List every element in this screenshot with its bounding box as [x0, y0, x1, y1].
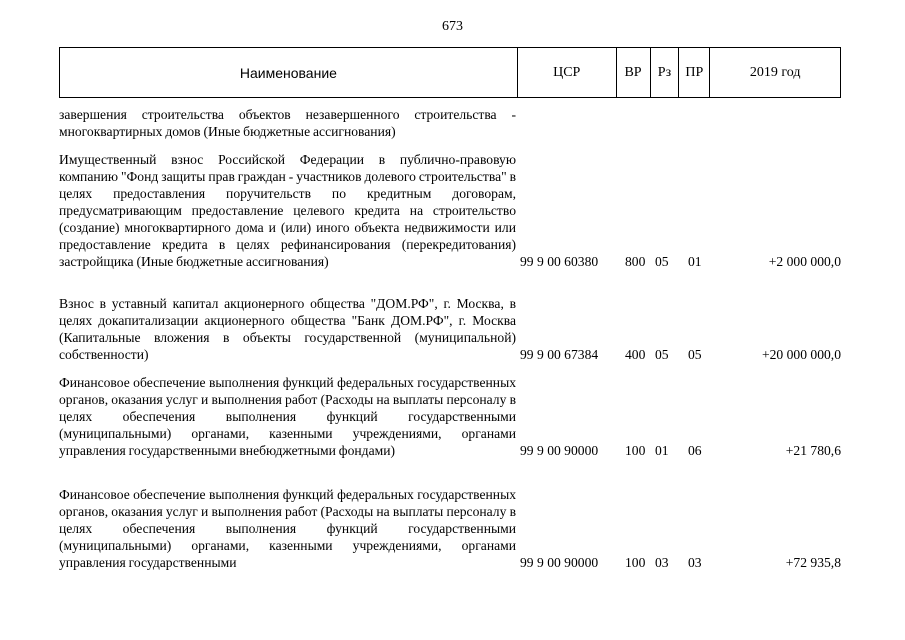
header-year: 2019 год: [709, 48, 840, 97]
row-pr: 03: [688, 555, 702, 570]
row-vr: 100: [625, 443, 646, 458]
row-rz: 05: [655, 347, 669, 362]
row-rz: 03: [655, 555, 669, 570]
row-rz: 05: [655, 254, 669, 269]
row-amount: +72 935,8: [785, 555, 841, 570]
row-pr: 05: [688, 347, 702, 362]
row-amount: +2 000 000,0: [768, 254, 841, 269]
row-csr: 99 9 00 67384: [520, 347, 599, 362]
row-name: Взнос в уставный капитал акционерного общества "ДОМ.РФ", г. Москва, в целях докапитализации акционерного общества "Банк ДОМ.РФ", г. Москва (Капитальные вложения в объекты государственной (муниципальной) собственности): [59, 296, 516, 362]
row-csr: 99 9 00 90000: [520, 555, 599, 570]
table-row: [59, 295, 841, 363]
table-row: [59, 151, 841, 270]
row-vr: 100: [625, 555, 646, 570]
row-vr: 400: [625, 347, 646, 362]
row-name: Имущественный взнос Российской Федерации в публично-правовую компанию "Фонд защиты прав граждан - участников долевого строительства" в целях предоставления поручительств по кредитным договорам, предусматривающим предоставление целевого кредита на строительство (создание) многоквартирного дома и (или) иного объекта недвижимости или предоставление кредита в целях рефинансирования (перекредитования) застройщика (Иные бюджетные ассигнования): [59, 152, 516, 269]
table-row: [59, 374, 841, 459]
table-row: [59, 486, 841, 571]
row-name: Финансовое обеспечение выполнения функций федеральных государственных органов, оказания услуг и выполнения работ (Расходы на выплаты персоналу в целях обеспечения выполнения функций государственными (муниципальными) органами, казенными учреждениями, органами управления государственными внебюджетными фондами): [59, 375, 516, 458]
table-header: [59, 47, 841, 98]
table-row: [59, 106, 841, 140]
header-name: Наименование: [239, 64, 337, 81]
row-csr: 99 9 00 90000: [520, 443, 599, 458]
row-amount: +20 000 000,0: [761, 347, 841, 362]
header-csr: ЦСР: [517, 48, 616, 97]
header-pr: ПР: [678, 48, 709, 97]
header-rz: Рз: [650, 48, 679, 97]
row-pr: 06: [688, 443, 702, 458]
header-vr: ВР: [616, 48, 650, 97]
row-pr: 01: [688, 254, 702, 269]
row-amount: +21 780,6: [785, 443, 841, 458]
page-number: 673: [442, 19, 463, 34]
row-name: Финансовое обеспечение выполнения функций федеральных государственных органов, оказания услуг и выполнения работ (Расходы на выплаты персоналу в целях обеспечения выполнения функций государственными (муниципальными) органами, казенными учреждениями, органами управления государственными: [59, 487, 516, 570]
row-csr: 99 9 00 60380: [520, 254, 599, 269]
row-vr: 800: [625, 254, 646, 269]
row-rz: 01: [655, 443, 669, 458]
row-name: завершения строительства объектов незавершенного строительства - многоквартирных домов (Иные бюджетные ассигнования): [59, 107, 516, 139]
